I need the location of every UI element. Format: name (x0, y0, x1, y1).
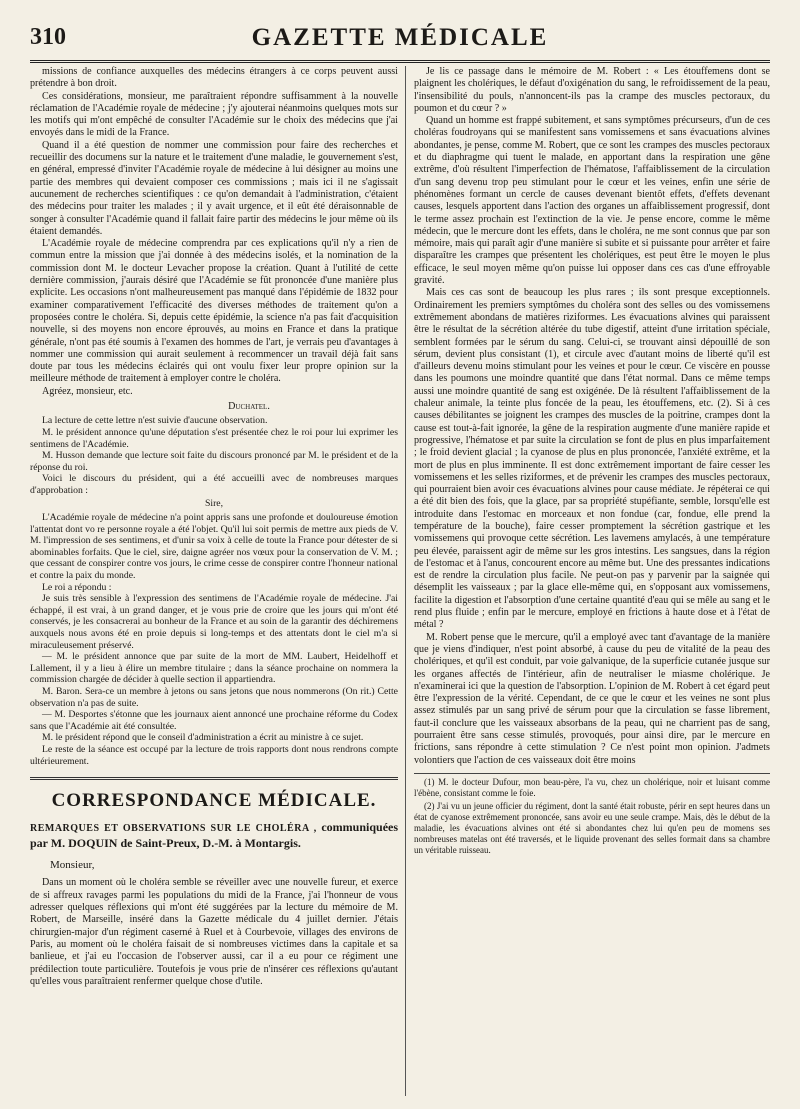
page-number: 310 (30, 24, 66, 50)
letter-paragraph: missions de confiance auxquelles des médecins étrangers à ce corps peuvent aussi prétendre à bon droit. (30, 66, 398, 90)
article-paragraph: Je lis ce passage dans le mémoire de M. Robert : « Les étouffemens dont se plaignent les cholériques, le défaut d'oxigénation du sang, le refroidissement de la peau, l'insensibilité du pouls, n'annoncent-ils pas la crampe des muscles pectoraux, du poumon et du cœur ? » (414, 66, 770, 114)
article-title (30, 820, 398, 851)
article-paragraph: Quand un homme est frappé subitement, et sans symptômes précurseurs, d'un de ces choléras foudroyans qui se manifestent sans vomissemens et sans évacuations alvines abondantes, je pense, comme M. Robert, que ce sont les crampes des muscles pectoraux et du diaphragme qui tuent le malade, en apportant dans la respiration une gêne extrême, d'où résultent l'imperfection de l'hématose, l'affaiblissement de la circulation d'un sang devenu trop peu stimulant pour le cœur et les veines, enfin une série de phénomènes formant un cercle de causes devenant bientôt effets, d'effets devenant causes, lesquels apportent dans l'action des organes un affaiblissement progressif, dont le terme assez prochain est l'extinction de la vie. Je pense encore, comme le même médecin, que le mercure dont les effets, dans le choléra, ne me sont connus que par son mémoire, mais qui paraît agir d'une manière si subite et si puissante pour arrêter et faire disparaître les crampes que présentent les cholériques, est peut être le moyen le plus efficace, le seul moyen même qu'on puisse lui opposer dans ces cas d'une effroyable gravité. (414, 115, 770, 287)
left-column (30, 66, 398, 1096)
section-divider (30, 777, 398, 780)
king-reply: Je suis très sensible à l'expression des sentimens de l'Académie royale de médecine. J'ai échappé, il est vrai, à un grand danger, et je vous prie de croire que les jours qui m'ont été conservés, je les consacrerai au bonheur de la France et au soin de la garantir des déchiremens auxquels nous avons été en proie depuis si long-temps et des attentats dont le ciel m'a si miraculeusement préservé. (30, 593, 398, 651)
announcement: M. le président répond que le conseil d'administration a écrit au ministre à ce sujet. (42, 732, 364, 744)
section-title: CORRESPONDANCE MÉDICALE. (51, 790, 377, 812)
letter-signature: Duchatel. (228, 401, 270, 413)
letter-closing: Agréez, monsieur, etc. (42, 385, 133, 397)
session-report (30, 415, 398, 767)
president-speech: L'Académie royale de médecine n'a point appris sans une profonde et douloureuse émotion l'attentat dont vo re personne royale a été l'objet. Qu'il lui soit permis de mettre aux pieds de V. M. l'impression de ses sentimens, et d'unir sa voix à celle de toute la France pour détester de si abominables forfaits. Que le ciel, sire, daigne agréer nos vœux pour la conservation de V. M. ; que cessant de conspirer contre vos jours, le crime cesse de conspirer contre l'honneur national et contre la paix du monde. (30, 512, 398, 582)
text-columns (30, 66, 770, 1096)
page-header (30, 0, 770, 51)
article-title-rest: communiquées par M. DOQUIN de Saint-Preux, D.-M. à Montargis. (30, 820, 398, 851)
article-title-caps: REMARQUES ET OBSERVATIONS SUR LE CHOLÉRA , (30, 823, 317, 835)
article-paragraph: Mais ces cas sont de beaucoup les plus rares ; ils sont presque exceptionnels. Ordinairement les premiers symptômes du choléra sont des selles ou des vomissemens extrêmement abondans de matières riziformes. Les évacuations alvines qui paraissent être le résultat de la sécrétion altérée du tube digestif, atteint d'une irritation spéciale, semblent formées par le sérum du sang. Celui-ci, se trouvant ainsi dépouillé de son sérum, devient plus consistant (1), et circule avec d'autant moins de liberté qu'il est d'ailleurs devenu moins stimulant pour les veines et pour le cœur. Ce viscère en pousse dans les poumons une moindre quantité que dans l'état normal. Dans ce même temps aussi une moindre quantité de sang est oxigénée. De là résultent l'affaiblissement de la chaleur animale, la teinte plus foncée de la peau, les étouffemens, etc. (2). Si à ces causes débilitantes se joignent les crampes des muscles de la poitrine, crampes dont la cause est tout-à-fait ignorée, la gêne de la respiration augmente d'une manière rapide et progressive, l'hématose et par suite la circulation se font de plus en plus imparfaitement ; le froid devient glacial ; la cyanose de plus en plus prononcée, l'anxiété extrême, et la mort de plus en plus imminente. Il est donc extrêmement important de faire cesser les vomissemens et les selles riziformes, et de prévenir les crampes des muscles pectoraux, qui pourraient bien avoir ces évacuations alvines pour cause médiate. Je répéterai ce qui a été dit bien des fois, que la glace, par sa propriété stupéfiante, semble, lorsqu'elle est introduite dans l'estomac en morceaux et non fondue (car, fondue, elle prend la température de la bouche), faire cesser promptement la sécrétion gastrique et les vomissemens qui provoque cette sécrétion. Les lavemens amylacés, à une température peu élevée, paraissent agir de même sur les gros intestins. Les sangsues, dans la région de l'estomac et à l'anus, concourent encore au même but. Une des pressantes indications est de rendre la circulation plus facile. Ne peut-on pas y parvenir par la saignée qui désemplit les vaisseaux ; par la glace elle-même qui, en s'opposant aux vomissemens, facilite la digestion et l'absorption d'une certaine quantité d'eau qui se mêle au sang et le rend plus fluide ; enfin par le mercure, employé en frictions à haute dose et à l'état de métal ? (414, 287, 770, 631)
session-paragraph: M. le président annonce qu'une députation s'est présentée chez le roi pour lui exprimer les sentimens de l'Académie. (30, 426, 398, 450)
announcement: M. Baron. Sera-ce un membre à jetons ou sans jetons que nous nommerons (On rit.) Cette observation n'a pas de suite. (30, 685, 398, 709)
letter-paragraph: Quand il a été question de nommer une commission pour faire des recherches et recueillir des documens sur la nature et le traitement d'une maladie, le gouvernement s'est, en général, empressé d'inviter l'Académie royale de médecine à lui désigner au moins une partie des membres qui devaient composer ces commissions ; mais ici il ne s'agissait aucunement de recherches scientifiques : ce qu'on demandait à l'administration, c'étaient des médecins pour traiter les malades ; il y avait urgence, et il eût été déraisonnable de songer à consulter l'Académie quand il fallait faire partir des médecins le jour même où ils étaient demandés. (30, 139, 398, 237)
article-paragraph: M. Robert pense que le mercure, qu'il a employé avec tant d'avantage de la manière que je viens d'indiquer, n'est point absorbé, à cause du peu de vitalité de la peau des cholériques, et qu'il est conduit, par voie galvanique, de la superficie cutanée jusque sur les organes affectés de l'intérieur, afin de neutraliser le miasme cholérique. Je n'examinerai ici que la question de l'absorption. L'opinion de M. Robert à cet égard peut être l'expression de la vérité. Cependant, de ce que le cœur et les veines ne sont plus assez stimulés par un sang privé de sérum pour que la circulation se fasse librement, faut-il conclure que les vaisseaux absorbans de la peau, qui ne charrient pas de sang, pourraient être sans cesse stimulés, provoqués, pour ainsi dire, par le mercure en frictions, sans répondre à cette stimulation ? Ce n'est point mon opinion. J'admets volontiers que l'action de ces vaisseaux doit être moins (414, 631, 770, 766)
article-paragraph: Dans un moment où le choléra semble se réveiller avec une nouvelle fureur, et exerce de si affreux ravages parmi les populations du midi de la France, j'ai l'honneur de vous adresser quelques réflexions qui m'ont été suggérées par la lecture du mémoire de M. Robert, de Marseille, inséré dans la Gazette médicale du 4 juillet dernier. J'étais chirurgien-major d'un régiment caserné à Ruel et à Courbevoie, villages des environs de Paris, au moment où le choléra faisait de si nombreuses victimes dans la capitale et sa banlieue, et j'ai eu l'occasion de l'observer aussi, car il a eu pour ce régiment une prédilection toute particulière. Toutefois je vous prie de n'insérer ces réflexions qu'autant qu'elles vous paraîtraient renfermer quelque chose d'utile. (30, 877, 398, 987)
session-paragraph: La lecture de cette lettre n'est suivie d'aucune observation. (42, 415, 268, 427)
footnote: (2) J'ai vu un jeune officier du régiment, dont la santé était robuste, périr en sept heures dans un état de cyanose extrêmement prononcée, sans avoir eu une seule crampe. Mais, dès le début de la maladie, les évacuations alvines ont été si abondantes chez lui qu'en peu de momens ses nombreuses matelas ont été traversés, et le liquide provenant des selles formait dans sa chambre un véritable ruisseau. (414, 800, 770, 855)
session-paragraph: Voici le discours du président, qui a été accueilli avec de nombreuses marques d'approbation : (30, 473, 398, 496)
sire-heading: Sire, (204, 498, 224, 510)
article-salutation: Monsieur, (50, 859, 95, 872)
announcement: — M. le président annonce que par suite de la mort de MM. Laubert, Heidelhoff et Lallement, il y a lieu à élire un membre titulaire ; dans la séance prochaine on nommera la commission chargée de décider à quelle section il appartiendra. (30, 651, 398, 686)
footnote: (1) M. le docteur Dufour, mon beau-père, l'a vu, chez un cholérique, noir et luisant comme l'ébène, consistant comme le foie. (414, 776, 770, 798)
column-divider (405, 66, 406, 1096)
letter-paragraph: Ces considérations, monsieur, me paraîtraient répondre suffisamment à la nouvelle réclamation de l'Académie royale de médecine ; j'y ajouterai néanmoins quelques mots sur les motifs qui m'ont empêché de consulter l'Académie sur le choix des médecins que j'ai envoyés dans le midi de la France. (30, 90, 398, 139)
session-paragraph: M. Husson demande que lecture soit faite du discours prononcé par M. le président et de la réponse du roi. (30, 450, 398, 473)
announcement: — M. Desportes s'étonne que les journaux aient annoncé une prochaine réforme du Codex sans que l'Académie ait été consultée. (30, 709, 398, 732)
announcement: Le reste de la séance est occupé par la lecture de trois rapports dont nous rendrons compte ultérieurement. (30, 743, 398, 767)
right-column (414, 66, 770, 1096)
footnotes (414, 773, 770, 856)
header-rule (30, 60, 770, 63)
king-reply-label: Le roi a répondu : (42, 581, 112, 593)
journal-title: GAZETTE MÉDICALE (251, 24, 549, 51)
letter-paragraph: L'Académie royale de médecine comprendra par ces explications qu'il n'y a rien de commun entre la mission que j'ai donnée à des médecins isolés, et la nomination de la commission dont M. le docteur Levacher propose la création. Quant à l'utilité de cette dernière commission, j'aurais désiré que l'Académie se fût prononcée d'une manière plus explicite. Les occasions n'ont malheureusement pas manqué dans l'épidémie de 1832 pour examiner comparativement l'efficacité des diverses méthodes de traitement qu'on a proposées contre le choléra. Si, depuis cette épidémie, la science n'a pas fait d'acquisition nouvelle, si des moyens non encore éprouvés, au moins en France et dans la pratique générale, n'ont pas été soumis à l'examen des hommes de l'art, je verrais peu d'avantages à nommer une commission qui aurait seulement à recommencer un travail déjà fait sans doute par tous les médecins éclairés qui ont voulu fixer leur propre opinion sur la meilleure méthode de traitement à employer contre le choléra. (30, 238, 398, 385)
